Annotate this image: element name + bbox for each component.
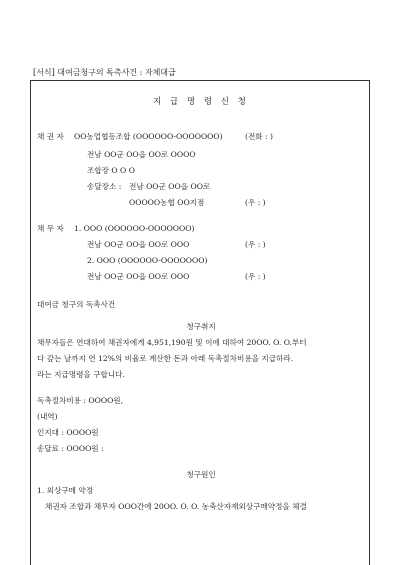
creditor-service-label: 송달장소 : [87,182,122,191]
debtor-1-address: 전남 OO군 OO읍 OO로 OOO [87,240,190,249]
creditor-name: OO농업협동조합 (OOOOOO-OOOOOOO) [74,132,223,141]
case-name: 대여금 청구의 독촉사건 [37,300,116,309]
creditor-representative: 조합장 O O O [87,166,135,175]
cause-line-1: 채권자 조합과 채무자 OOO간에 20OO. O. O. 농축산자재외상구매약정을 체결 [45,502,307,511]
document-title: 지 급 명 령 신 청 [153,97,249,107]
debtor-label: 채 무 자 [37,224,64,233]
purpose-line-2: 다 갚는 날까지 연 12%의 비율로 계산한 돈과 아래 독촉절차비용을 지급하라. [37,354,294,363]
purpose-line-3: 라는 지급명령을 구합니다. [37,370,125,379]
cause-section-1: 1. 외상구매 약정 [37,486,94,495]
debtor-2-zip: (우 : ) [245,272,266,281]
form-caption: [서식] 대여금청구의 독촉사건 : 자체대급 [33,68,176,77]
debtor-1-name: 1. OOO (OOOOOO-OOOOOOO) [74,224,195,233]
creditor-service-address: 전남 OO군 OO읍 OO로 [129,182,211,191]
costs-delivery: 송달료 : OOOO원 : [37,444,104,453]
purpose-heading: 청구취지 [186,322,216,331]
creditor-phone: (전화 : ) [245,132,273,141]
document-frame [30,80,370,565]
debtor-2-address: 전남 OO군 OO읍 OO로 OOO [87,272,190,281]
purpose-line-1: 채무자들은 연대하여 채권자에게 4,951,190원 및 이에 대하여 20OO. O. O.부터 [37,338,307,347]
costs-detail-label: (내역) [37,412,58,421]
creditor-service-zip: (우 : ) [245,198,266,207]
debtor-2-name: 2. OOO (OOOOOO-OOOOOOO) [87,256,208,265]
costs-stamp: 인지대 : OOOO원 [37,428,99,437]
debtor-1-zip: (우 : ) [245,240,266,249]
creditor-label: 채 권 자 [37,132,64,141]
creditor-service-branch: OOOOO농협 OO지점 [129,198,205,207]
cause-heading: 청구원인 [186,470,216,479]
creditor-address: 전남 OO군 OO읍 OO로 OOOO [87,150,196,159]
costs-total: 독촉절차비용 : OOOO원, [37,396,124,405]
